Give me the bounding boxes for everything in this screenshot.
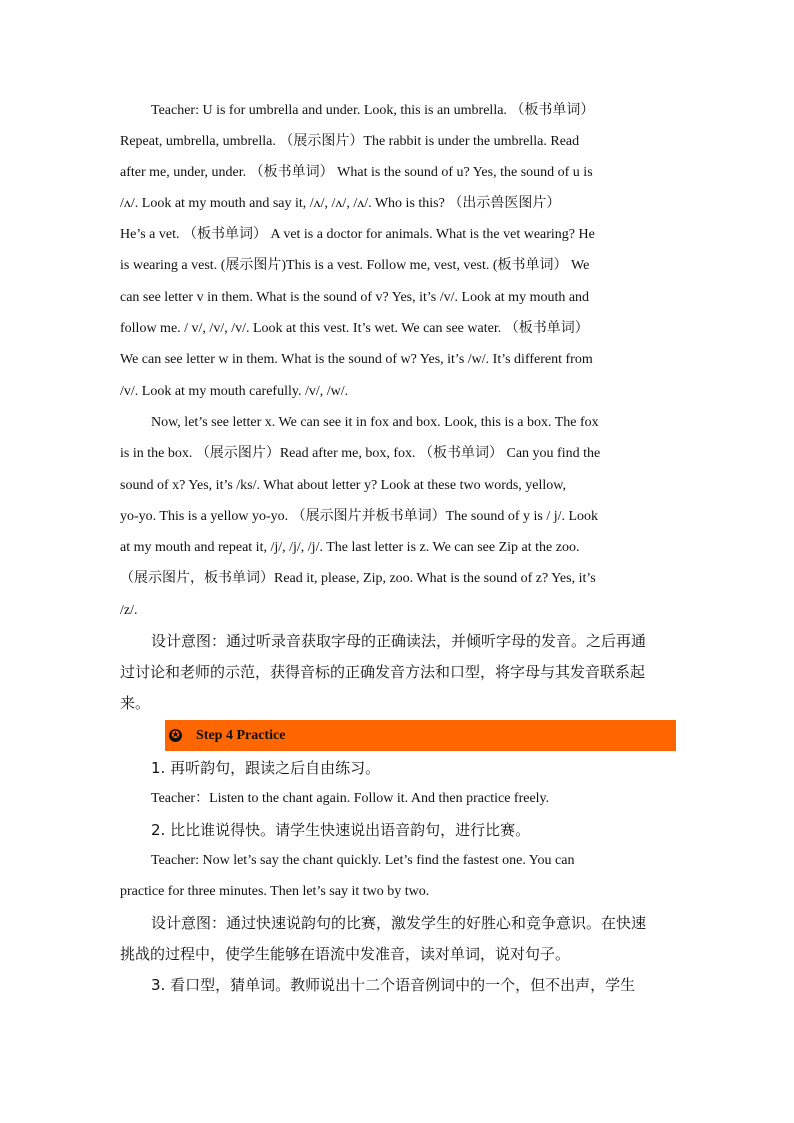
design-intent-line: 设计意图：通过快速说韵句的比赛，激发学生的好胜心和竞争意识。在快速 (151, 914, 647, 932)
list-item: 1. 再听韵句，跟读之后自由练习。 (151, 759, 381, 777)
text-line: （展示图片，板书单词）Read it, please, Zip, zoo. What is the sound of z? Yes, it’s (120, 571, 596, 586)
text-line: sound of x? Yes, it’s /ks/. What about letter y? Look at these two words, yellow, (120, 478, 566, 493)
step-title: Step 4 Practice (196, 727, 286, 743)
text-line: Teacher：Listen to the chant again. Follow it. And then practice freely. (151, 791, 550, 806)
text-line: We can see letter w in them. What is the sound of w? Yes, it’s /w/. It’s different from (120, 352, 593, 367)
text-line: follow me. / v/, /v/, /v/. Look at this vest. It’s wet. We can see water. （板书单词） (120, 321, 589, 336)
list-item: 3. 看口型，猜单词。教师说出十二个语音例词中的一个，但不出声，学生 (151, 976, 636, 994)
text-line: at my mouth and repeat it, /j/, /j/, /j/. The last letter is z. We can see Zip at the zoo. (120, 540, 580, 555)
text-line: Repeat, umbrella, umbrella. （展示图片）The rabbit is under the umbrella. Read (120, 134, 580, 149)
text-line: yo-yo. This is a yellow yo-yo. （展示图片并板书单词）The sound of y is / j/. Look (120, 509, 599, 524)
text-line: He’s a vet. （板书单词） A vet is a doctor for animals. What is the vet wearing? He (120, 227, 595, 242)
text-line: after me, under, under. （板书单词） What is the sound of u? Yes, the sound of u is (120, 165, 593, 180)
text-line: can see letter v in them. What is the sound of v? Yes, it’s /v/. Look at my mouth and (120, 290, 590, 305)
text-line: is wearing a vest. (展示图片)This is a vest. Follow me, vest, vest. (板书单词） We (120, 258, 590, 273)
list-item: 2. 比比谁说得快。请学生快速说出语音韵句，进行比赛。 (151, 821, 531, 839)
text-line: /ʌ/. Look at my mouth and say it, /ʌ/, /ʌ/, /ʌ/. Who is this? （出示兽医图片） (120, 196, 561, 211)
text-line: Teacher: Now let’s say the chant quickly. Let’s find the fastest one. You can (151, 853, 575, 868)
design-intent-line: 过讨论和老师的示范，获得音标的正确发音方法和口型，将字母与其发音联系起 (120, 663, 646, 681)
text-line: /z/. (120, 603, 138, 618)
text-line: Now, let’s see letter x. We can see it in fox and box. Look, this is a box. The fox (151, 415, 599, 430)
text-line: practice for three minutes. Then let’s say it two by two. (120, 884, 430, 899)
design-intent-line: 设计意图：通过听录音获取字母的正确读法，并倾听字母的发音。之后再通 (151, 632, 647, 650)
star-circle-icon: ✪ (169, 729, 182, 742)
text-line: Teacher: U is for umbrella and under. Look, this is an umbrella. （板书单词） (151, 103, 595, 118)
step-banner (165, 720, 676, 751)
design-intent-line: 来。 (120, 694, 151, 712)
text-line: /v/. Look at my mouth carefully. /v/, /w/. (120, 384, 349, 399)
text-line: is in the box. （展示图片）Read after me, box, fox. （板书单词） Can you find the (120, 446, 601, 461)
design-intent-line: 挑战的过程中，使学生能够在语流中发准音，读对单词，说对句子。 (120, 945, 571, 963)
